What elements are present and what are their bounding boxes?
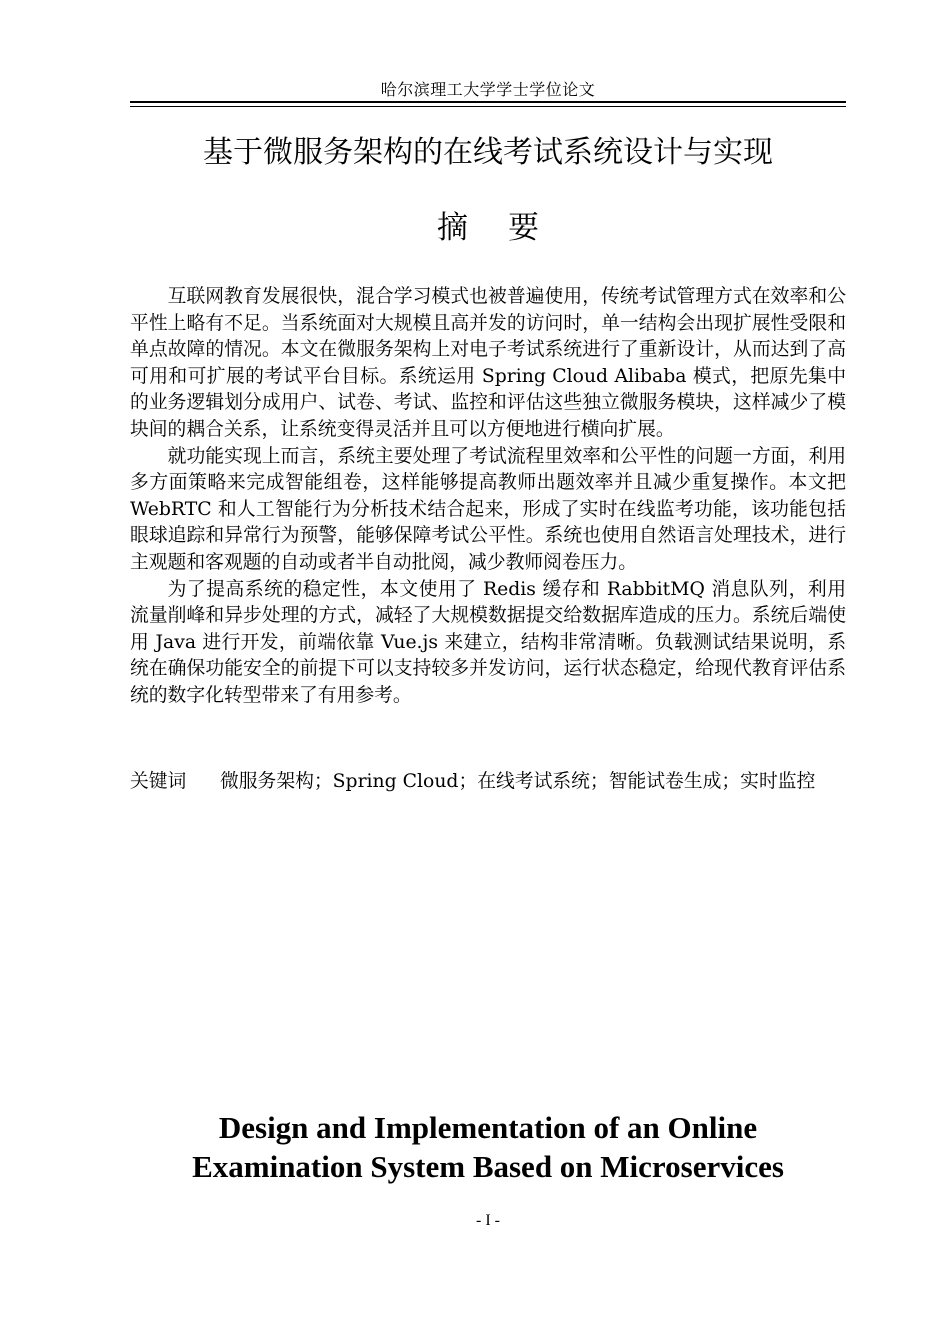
english-title — [130, 1108, 846, 1186]
page-number: - I - — [476, 1212, 500, 1229]
abstract-paragraph-1: 互联网教育发展很快，混合学习模式也被普遍使用，传统考试管理方式在效率和公平性上略有不足。当系统面对大规模且高并发的访问时，单一结构会出现扩展性受限和单点故障的情况。本文在微服务架构上对电子考试系统进行了重新设计，从而达到了高可用和可扩展的考试平台目标。系统运用 Spring Cloud Alibaba 模式，把原先集中的业务逻辑划分成用户、试卷、考试、监控和评估这些独立微服务模块，这样减少了模块间的耦合关系，让系统变得灵活并且可以方便地进行横向扩展。 — [130, 286, 846, 440]
header-rule-thin — [130, 106, 846, 107]
english-title-line-1: Design and Implementation of an Online — [218, 1110, 758, 1145]
keywords-section — [130, 768, 846, 795]
running-header: 哈尔滨理工大学学士学位论文 — [380, 80, 596, 99]
abstract-paragraph-3: 为了提高系统的稳定性，本文使用了 Redis 缓存和 RabbitMQ 消息队列，利用流量削峰和异步处理的方式，减轻了大规模数据提交给数据库造成的压力。系统后端使用 Java 进行开发，前端依靠 Vue.js 来建立，结构非常清晰。负载测试结果说明，系统在确保功能安全的前提下可以支持较多并发访问，运行状态稳定，给现代教育评估系统的数字化转型带来了有用参考。 — [130, 578, 846, 706]
abstract-body — [130, 284, 846, 710]
abstract-paragraph-2: 就功能实现上而言，系统主要处理了考试流程里效率和公平性的问题一方面，利用多方面策略来完成智能组卷，这样能够提高教师出题效率并且减少重复操作。本文把 WebRTC 和人工智能行为分析技术结合起来，形成了实时在线监考功能，该功能包括眼球追踪和异常行为预警，能够保障考试公平性。系统也使用自然语言处理技术，进行主观题和客观题的自动或者半自动批阅，减少教师阅卷压力。 — [130, 445, 846, 573]
english-title-line-2: Examination System Based on Microservices — [192, 1149, 784, 1184]
keywords-text: 微服务架构；Spring Cloud；在线考试系统；智能试卷生成；实时监控 — [220, 771, 816, 792]
header-rule-thick — [130, 101, 846, 103]
chinese-title: 基于微服务架构的在线考试系统设计与实现 — [203, 135, 773, 170]
keywords-label: 关键词 — [130, 771, 187, 792]
abstract-heading: 摘要 — [437, 210, 579, 246]
